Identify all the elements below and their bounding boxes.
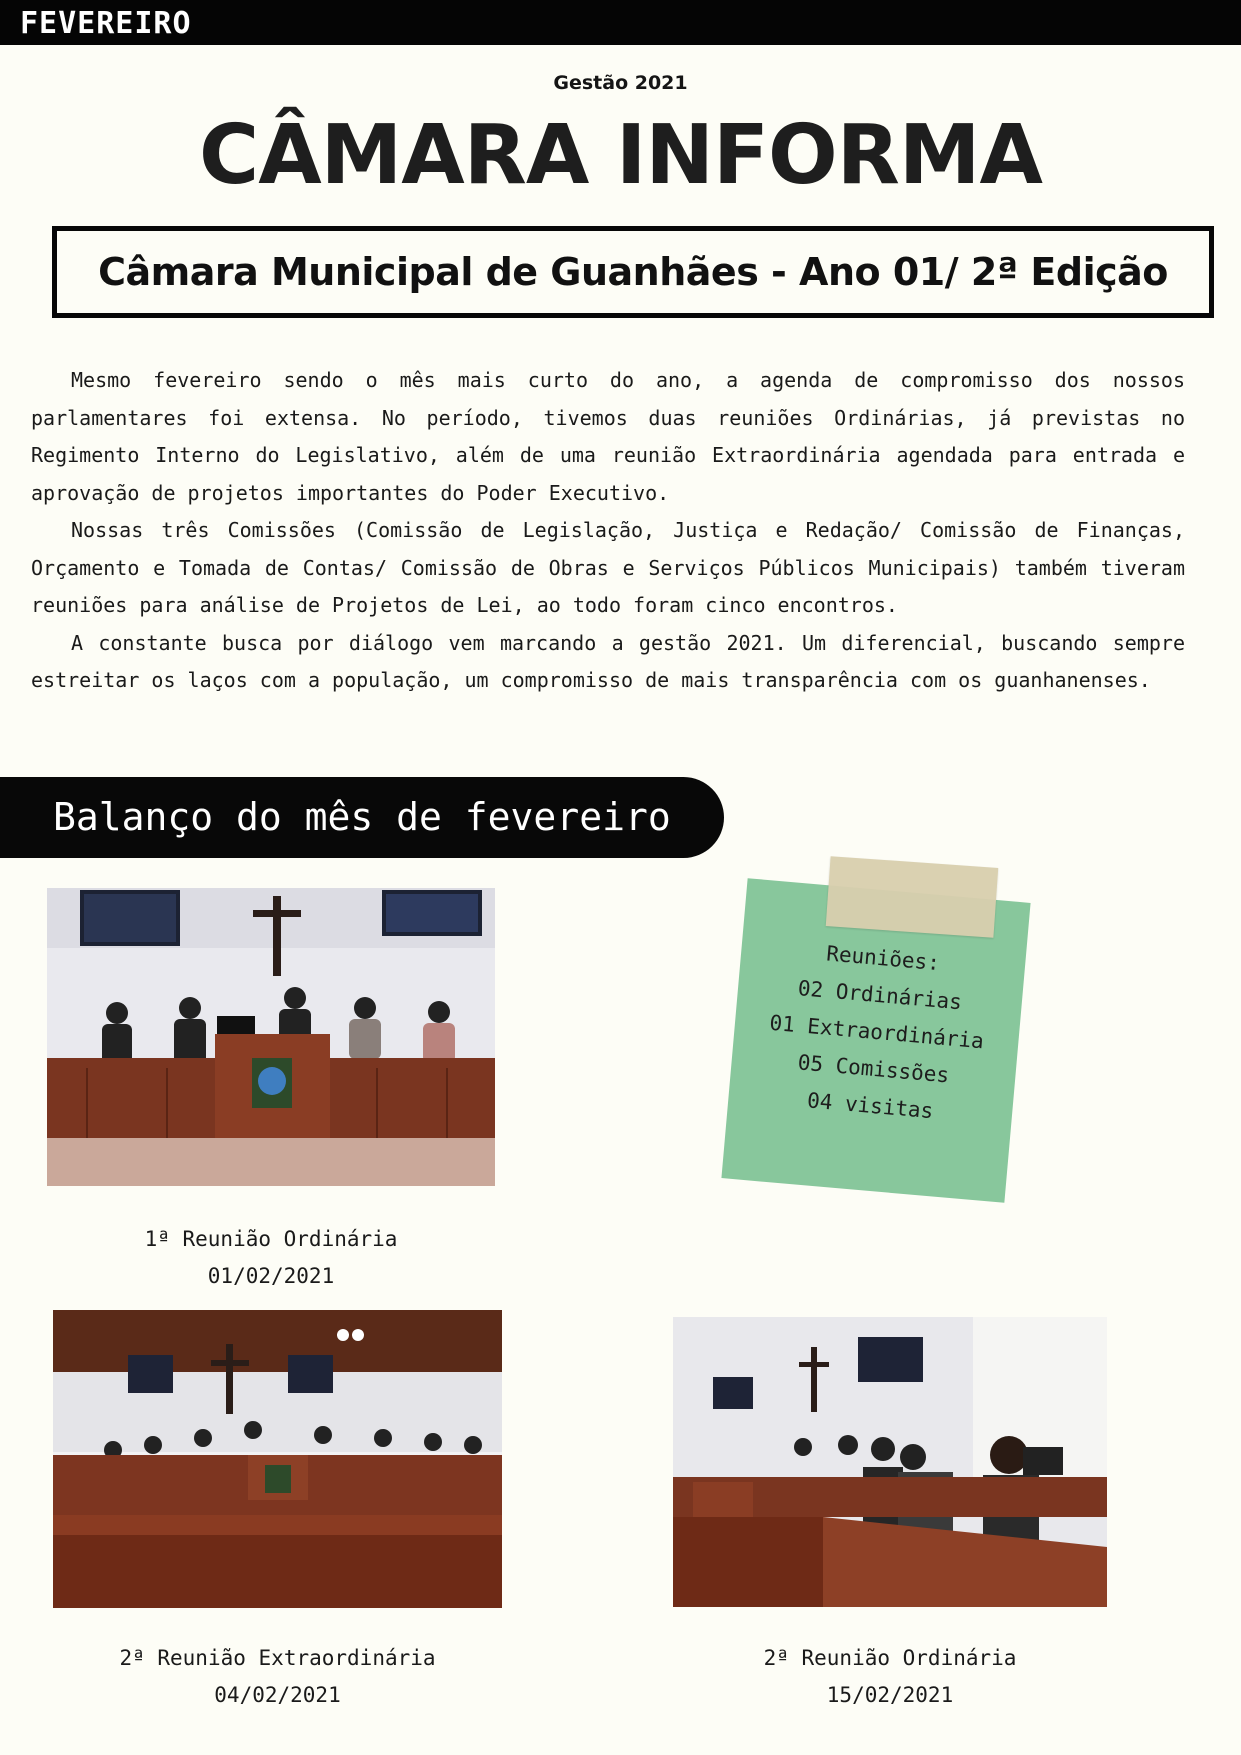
management-year: Gestão 2021 [553, 72, 688, 94]
month-label: FEVEREIRO [20, 6, 192, 41]
note-line: 01 Extraordinária [768, 1010, 985, 1054]
note-heading: Reuniões: [825, 941, 941, 976]
photo-second-ordinary-meeting [673, 1317, 1107, 1607]
summary-note-text [727, 928, 1026, 1137]
photo-first-ordinary-meeting [47, 888, 495, 1186]
tape-decoration [826, 856, 998, 938]
intro-text [31, 362, 1185, 700]
photo-caption [53, 1640, 502, 1714]
note-line: 04 visitas [806, 1088, 935, 1124]
intro-paragraph: Nossas três Comissões (Comissão de Legislação, Justiça e Redação/ Comissão de Finanças, Orçamento e Tomada de Contas/ Comissão de Obras e Serviços Públicos Municipais) também tiveram reuniões para análise de Projetos de Lei, ao todo foram cinco encontros. [31, 518, 1185, 617]
caption-date: 15/02/2021 [826, 1683, 954, 1707]
caption-date: 04/02/2021 [214, 1683, 341, 1707]
intro-paragraph: A constante busca por diálogo vem marcando a gestão 2021. Um diferencial, buscando sempre estreitar os laços com a população, um compromisso de mais transparência com os guanhanenses. [31, 630, 1185, 692]
section-banner [0, 777, 724, 858]
section-title: Balanço do mês de fevereiro [53, 795, 671, 839]
note-line: 02 Ordinárias [797, 976, 963, 1015]
photo-caption [47, 1221, 495, 1295]
page-title: CÂMARA INFORMA [199, 108, 1042, 203]
caption-title: 2ª Reunião Extraordinária [119, 1646, 436, 1670]
edition-subtitle: Câmara Municipal de Guanhães - Ano 01/ 2ª Edição [98, 250, 1168, 294]
edition-box [52, 226, 1214, 318]
intro-paragraph: Mesmo fevereiro sendo o mês mais curto do ano, a agenda de compromisso dos nossos parlamentares foi extensa. No período, tivemos duas reuniões Ordinárias, já previstas no Regimento Interno do Legislativo, além de uma reunião Extraordinária agendada para entrada e aprovação de projetos importantes do Poder Executivo. [31, 368, 1185, 505]
caption-date: 01/02/2021 [207, 1264, 335, 1288]
note-line: 05 Comissões [796, 1050, 951, 1088]
caption-title: 2ª Reunião Ordinária [763, 1646, 1017, 1670]
photo-extraordinary-meeting [53, 1310, 502, 1608]
top-bar [0, 0, 1241, 45]
caption-title: 1ª Reunião Ordinária [144, 1227, 398, 1251]
photo-caption [673, 1640, 1107, 1714]
